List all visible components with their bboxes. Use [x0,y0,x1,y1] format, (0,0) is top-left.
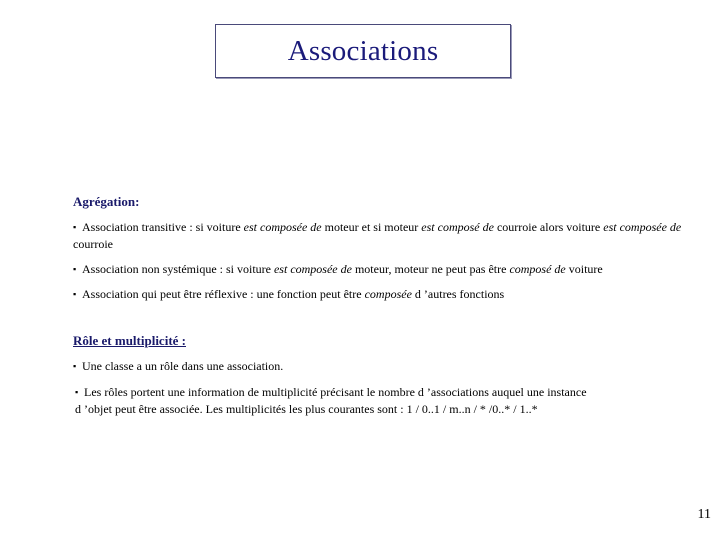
bullet-icon: ▪ [75,387,79,397]
text-segment: Association transitive : si voiture [82,220,244,234]
multiplicity-line-1 [75,384,715,401]
text-segment: est composée de [273,262,352,276]
aggregation-heading: Agrégation: [73,194,140,209]
text-segment: composée [364,287,412,301]
text-segment: Association non systémique : si voiture [82,262,274,276]
text-segment: voiture [565,262,603,276]
aggregation-bullet-non-systemic [73,261,713,278]
text-segment: est composée de [603,220,682,234]
text-segment: est composé de [421,220,494,234]
aggregation-bullet-transitive [73,219,713,253]
text-segment: d ’autres fonctions [411,287,505,301]
text-segment: est composée de [243,220,322,234]
bullet-icon: ▪ [73,361,77,371]
aggregation-bullet-reflexive [73,286,713,303]
bullet-icon: ▪ [73,222,77,232]
bullet-icon: ▪ [73,289,77,299]
text-segment: Une classe a un rôle dans une association. [82,359,284,373]
text-segment: moteur, moteur ne peut pas être [351,262,510,276]
text-segment: moteur et si moteur [321,220,422,234]
bullet-icon: ▪ [73,264,77,274]
roles-heading: Rôle et multiplicité : [73,333,186,348]
text-segment: Les rôles portent une information de multiplicité précisant le nombre d ’associations auquel une instance [84,385,587,399]
roles-bullet-multiplicity [75,384,715,418]
slide-title: Associations [287,34,439,67]
text-segment: Association qui peut être réflexive : une fonction peut être [82,287,365,301]
multiplicity-line-2: d ’objet peut être associée. Les multiplicités les plus courantes sont : 1 / 0..1 / m..n / * /0..* / 1..* [75,402,538,416]
roles-bullet-role [73,358,713,375]
text-segment: composé de [509,262,566,276]
text-segment: courroie alors voiture [493,220,604,234]
text-segment: courroie [73,237,113,251]
title-box [215,24,511,78]
page-number: 11 [697,507,711,522]
